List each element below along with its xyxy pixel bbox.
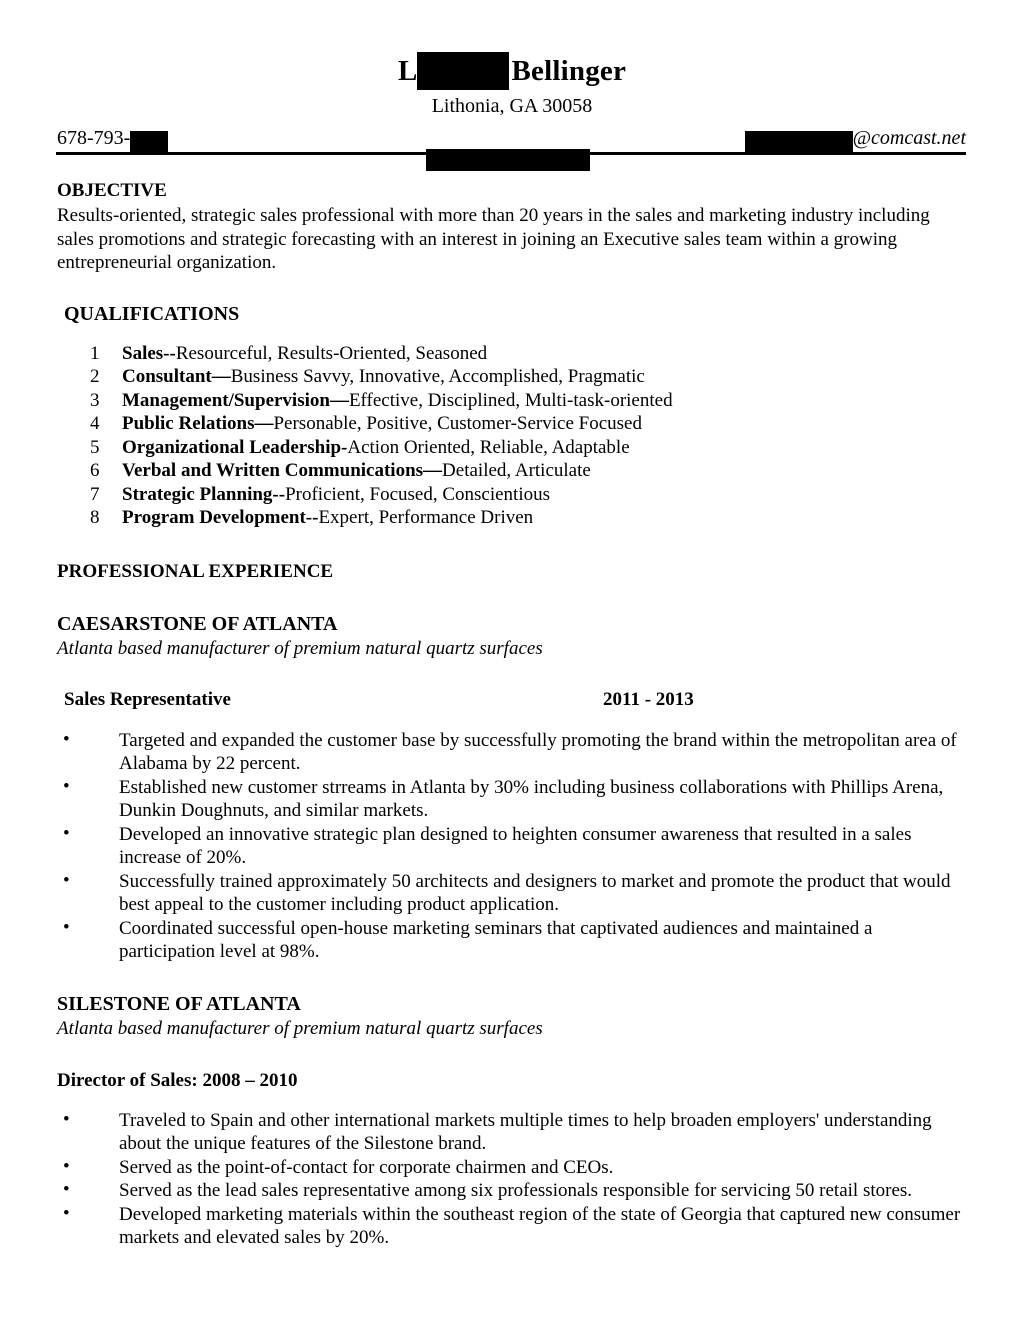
- qualification-detail: Proficient, Focused, Conscientious: [285, 483, 550, 505]
- list-item: [57, 1156, 968, 1180]
- list-item: [57, 483, 968, 507]
- qualification-number: 4: [90, 413, 100, 435]
- candidate-name: [0, 52, 1024, 92]
- bullet-icon: •: [63, 1179, 70, 1201]
- job-entry-caesarstone: [57, 612, 968, 964]
- bullet-icon: •: [63, 775, 70, 797]
- bullet-icon: •: [63, 916, 70, 938]
- qualification-detail: Personable, Positive, Customer-Service Focused: [273, 413, 642, 435]
- qualification-number: 7: [90, 483, 100, 505]
- section-heading-experience: PROFESSIONAL EXPERIENCE: [57, 560, 334, 582]
- bullet-icon: •: [63, 822, 70, 844]
- phone-number: [57, 125, 168, 151]
- list-item: [57, 917, 968, 964]
- list-item: [57, 506, 968, 530]
- list-item: [57, 412, 968, 436]
- list-item: [57, 776, 968, 823]
- role-title-dates: Director of Sales: 2008 – 2010: [57, 1069, 298, 1091]
- role-dates: 2011 - 2013: [603, 688, 694, 710]
- company-name: CAESARSTONE OF ATLANTA: [57, 612, 338, 635]
- bullet-icon: •: [63, 1108, 70, 1130]
- list-item: [57, 389, 968, 413]
- contact-row: [0, 125, 1024, 155]
- section-heading-qualifications: QUALIFICATIONS: [64, 302, 240, 325]
- email-address: [745, 125, 966, 151]
- redaction-block-email: [745, 131, 853, 153]
- name-first-initial: L: [397, 55, 418, 87]
- bullet-text: Developed an innovative strategic plan designed to heighten consumer awareness that resulted in a sales increase of 20%.: [119, 823, 912, 869]
- list-item: [57, 1179, 968, 1203]
- qualification-label: Consultant—: [122, 366, 231, 388]
- city-state-zip: Lithonia, GA 30058: [431, 95, 593, 118]
- qualification-number: 6: [90, 460, 100, 482]
- redaction-block-name: [417, 52, 509, 90]
- bullet-icon: •: [63, 728, 70, 750]
- role-row: [57, 687, 968, 713]
- bullet-text: Traveled to Spain and other international markets multiple times to help broaden employers' understanding about the unique features of the Silestone brand.: [119, 1109, 932, 1155]
- bullet-icon: •: [63, 1155, 70, 1177]
- qualification-detail: Detailed, Articulate: [442, 460, 591, 482]
- document-header: [0, 0, 1024, 119]
- list-item: [57, 1203, 968, 1250]
- qualification-number: 3: [90, 389, 100, 411]
- list-item: [57, 729, 968, 776]
- company-description: Atlanta based manufacturer of premium natural quartz surfaces: [57, 1017, 543, 1039]
- qualification-label: Management/Supervision—: [122, 389, 349, 411]
- qualification-number: 8: [90, 507, 100, 529]
- qualification-detail: Effective, Disciplined, Multi-task-oriented: [348, 389, 673, 411]
- header-divider-rule: [56, 152, 966, 155]
- qualification-label: Organizational Leadership-: [122, 436, 348, 458]
- qualification-number: 5: [90, 436, 100, 458]
- bullet-text: Established new customer strreams in Atlanta by 30% including business collaborations with Phillips Arena, Dunkin Doughnuts, and similar markets.: [119, 776, 944, 822]
- job-bullets-silestone: [57, 1109, 968, 1250]
- qualifications-section: [57, 302, 968, 530]
- qualification-number: 2: [90, 366, 100, 388]
- qualification-number: 1: [90, 342, 100, 364]
- qualification-detail: Expert, Performance Driven: [318, 507, 534, 529]
- bullet-text: Served as the lead sales representative among six professionals responsible for servicing 50 retail stores.: [119, 1180, 913, 1202]
- list-item: [57, 870, 968, 917]
- redaction-block-phone: [130, 131, 168, 153]
- role-title: Sales Representative: [64, 688, 231, 710]
- job-entry-silestone: [57, 992, 968, 1250]
- qualification-label: Sales--: [122, 342, 176, 364]
- phone-text: 678-793-: [57, 127, 131, 150]
- qualification-label: Verbal and Written Communications—: [122, 460, 443, 482]
- bullet-icon: •: [63, 869, 70, 891]
- list-item: [57, 1109, 968, 1156]
- qualification-label: Strategic Planning--: [122, 483, 286, 505]
- list-item: [57, 436, 968, 460]
- name-last: Bellinger: [511, 55, 627, 87]
- bullet-text: Targeted and expanded the customer base by successfully promoting the brand within the metropolitan area of Alabama by 22 percent.: [119, 729, 957, 775]
- qualifications-list: [57, 342, 968, 530]
- bullet-text: Served as the point-of-contact for corporate chairmen and CEOs.: [119, 1156, 614, 1178]
- company-description: Atlanta based manufacturer of premium natural quartz surfaces: [57, 637, 543, 659]
- list-item: [57, 823, 968, 870]
- company-name: SILESTONE OF ATLANTA: [57, 992, 301, 1015]
- job-bullets-caesarstone: [57, 729, 968, 964]
- list-item: [57, 342, 968, 366]
- bullet-icon: •: [63, 1202, 70, 1224]
- email-domain: @comcast.net: [852, 127, 966, 150]
- qualification-detail: Business Savvy, Innovative, Accomplished, Pragmatic: [230, 366, 645, 388]
- document-body: [0, 179, 1024, 1250]
- qualification-detail: Action Oriented, Reliable, Adaptable: [347, 436, 630, 458]
- section-heading-objective: OBJECTIVE: [57, 180, 167, 202]
- bullet-text: Developed marketing materials within the southeast region of the state of Georgia that captured new consumer markets and elevated sales by 20%.: [119, 1203, 961, 1249]
- bullet-text: Coordinated successful open-house marketing seminars that captivated audiences and maintained a participation level at 98%.: [119, 917, 873, 963]
- list-item: [57, 459, 968, 483]
- qualification-label: Public Relations—: [122, 413, 274, 435]
- qualification-detail: Resourceful, Results-Oriented, Seasoned: [175, 342, 488, 364]
- objective-text: Results-oriented, strategic sales professional with more than 20 years in the sales and marketing industry including sales promotions and strategic forecasting with an interest in joining an Executive sales team within a growing entrepreneurial organization.: [57, 205, 930, 274]
- qualification-label: Program Development--: [122, 507, 319, 529]
- bullet-text: Successfully trained approximately 50 architects and designers to market and promote the product that would best appeal to the customer including product application.: [119, 870, 951, 916]
- list-item: [57, 365, 968, 389]
